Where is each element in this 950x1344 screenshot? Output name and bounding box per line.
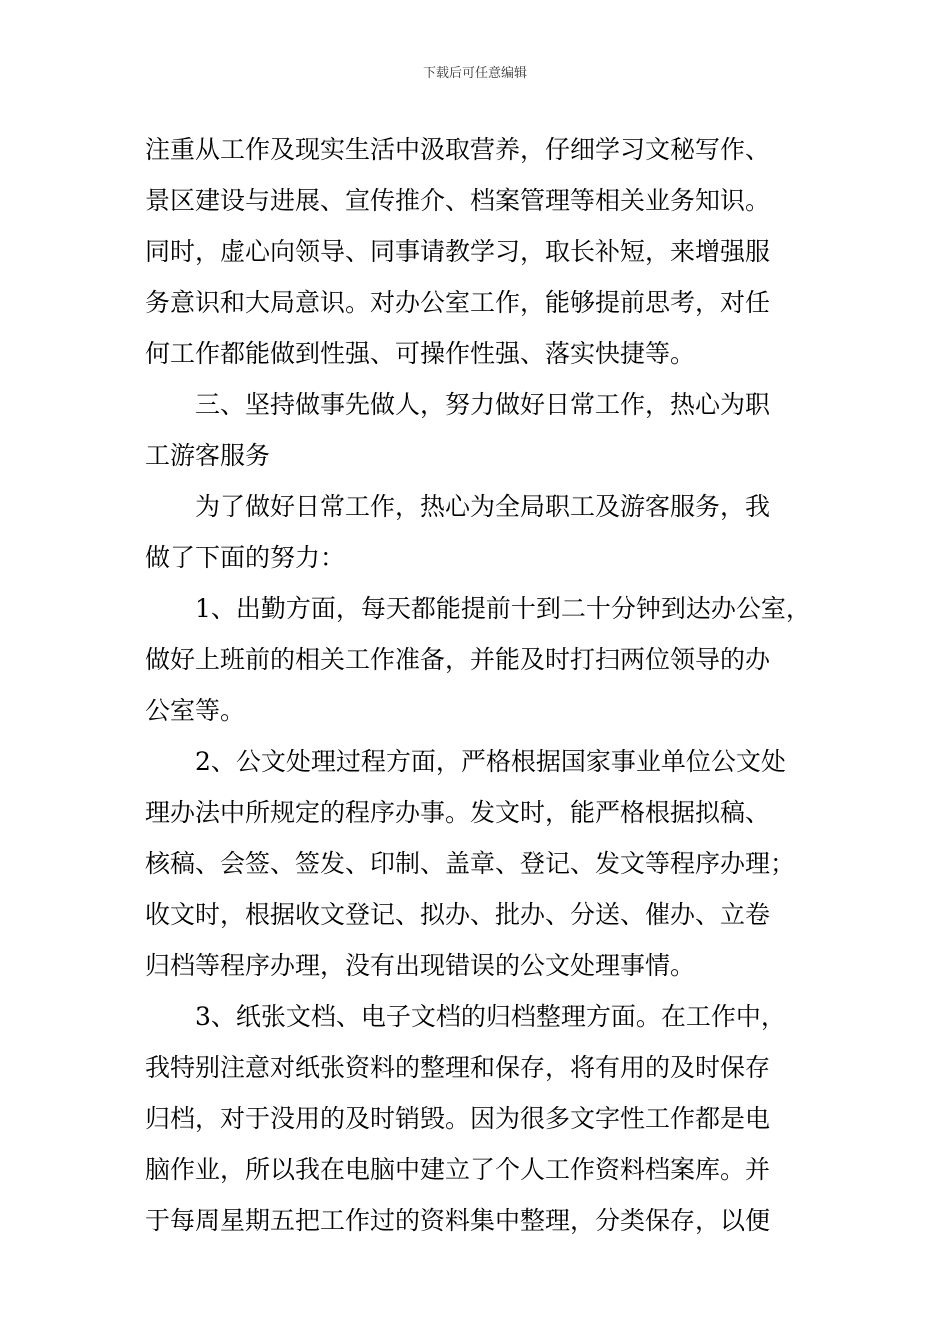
page-header: 下载后可任意编辑 (422, 66, 527, 81)
text-line: 为了做好日常工作，热心为全局职工及游客服务，我 (195, 492, 771, 521)
text-line: 理办法中所规定的程序办事。发文时，能严格根据拟稿、 (145, 798, 771, 827)
text-line: 做好上班前的相关工作准备，并能及时打扫两位领导的办 (145, 645, 771, 674)
list-item-attendance (145, 583, 810, 736)
text-line: 务意识和大局意识。对办公室工作，能够提前思考，对任 (145, 288, 771, 317)
text-line: 于每周星期五把工作过的资料集中整理，分类保存，以便 (145, 1206, 771, 1235)
list-item-archiving (145, 991, 810, 1246)
text-line: 三、坚持做事先做人，努力做好日常工作，热心为职 (195, 390, 771, 419)
text-line: 核稿、会签、签发、印制、盖章、登记、发文等程序办理； (145, 849, 796, 878)
text-line: 收文时，根据收文登记、拟办、批办、分送、催办、立卷 (145, 900, 771, 929)
text-line: 注重从工作及现实生活中汲取营养，仔细学习文秘写作、 (145, 135, 771, 164)
text-line: 归档，对于没用的及时销毁。因为很多文字性工作都是电 (145, 1104, 771, 1133)
text-line: 我特别注意对纸张资料的整理和保存，将有用的及时保存 (145, 1053, 771, 1082)
text-line: 脑作业，所以我在电脑中建立了个人工作资料档案库。并 (145, 1155, 771, 1184)
text-line: 何工作都能做到性强、可操作性强、落实快捷等。 (145, 339, 696, 368)
paragraph-2 (145, 481, 810, 583)
text-line: 景区建设与进展、宣传推介、档案管理等相关业务知识。 (145, 186, 771, 215)
text-line: 做了下面的努力： (145, 543, 346, 572)
text-line: 工游客服务 (145, 441, 271, 470)
text-line: 归档等程序办理，没有出现错误的公文处理事情。 (145, 951, 696, 980)
section-heading-three (145, 379, 810, 481)
paragraph-0 (145, 124, 810, 379)
document-body (145, 124, 810, 1246)
text-line: 2、公文处理过程方面，严格根据国家事业单位公文处 (195, 747, 786, 776)
text-line: 3、纸张文档、电子文档的归档整理方面。在工作中， (195, 1002, 786, 1031)
list-item-document-processing (145, 736, 810, 991)
text-line: 同时，虚心向领导、同事请教学习，取长补短，来增强服 (145, 237, 771, 266)
text-line: 公室等。 (145, 696, 246, 725)
text-line: 1、出勤方面，每天都能提前十到二十分钟到达办公室， (195, 594, 811, 623)
